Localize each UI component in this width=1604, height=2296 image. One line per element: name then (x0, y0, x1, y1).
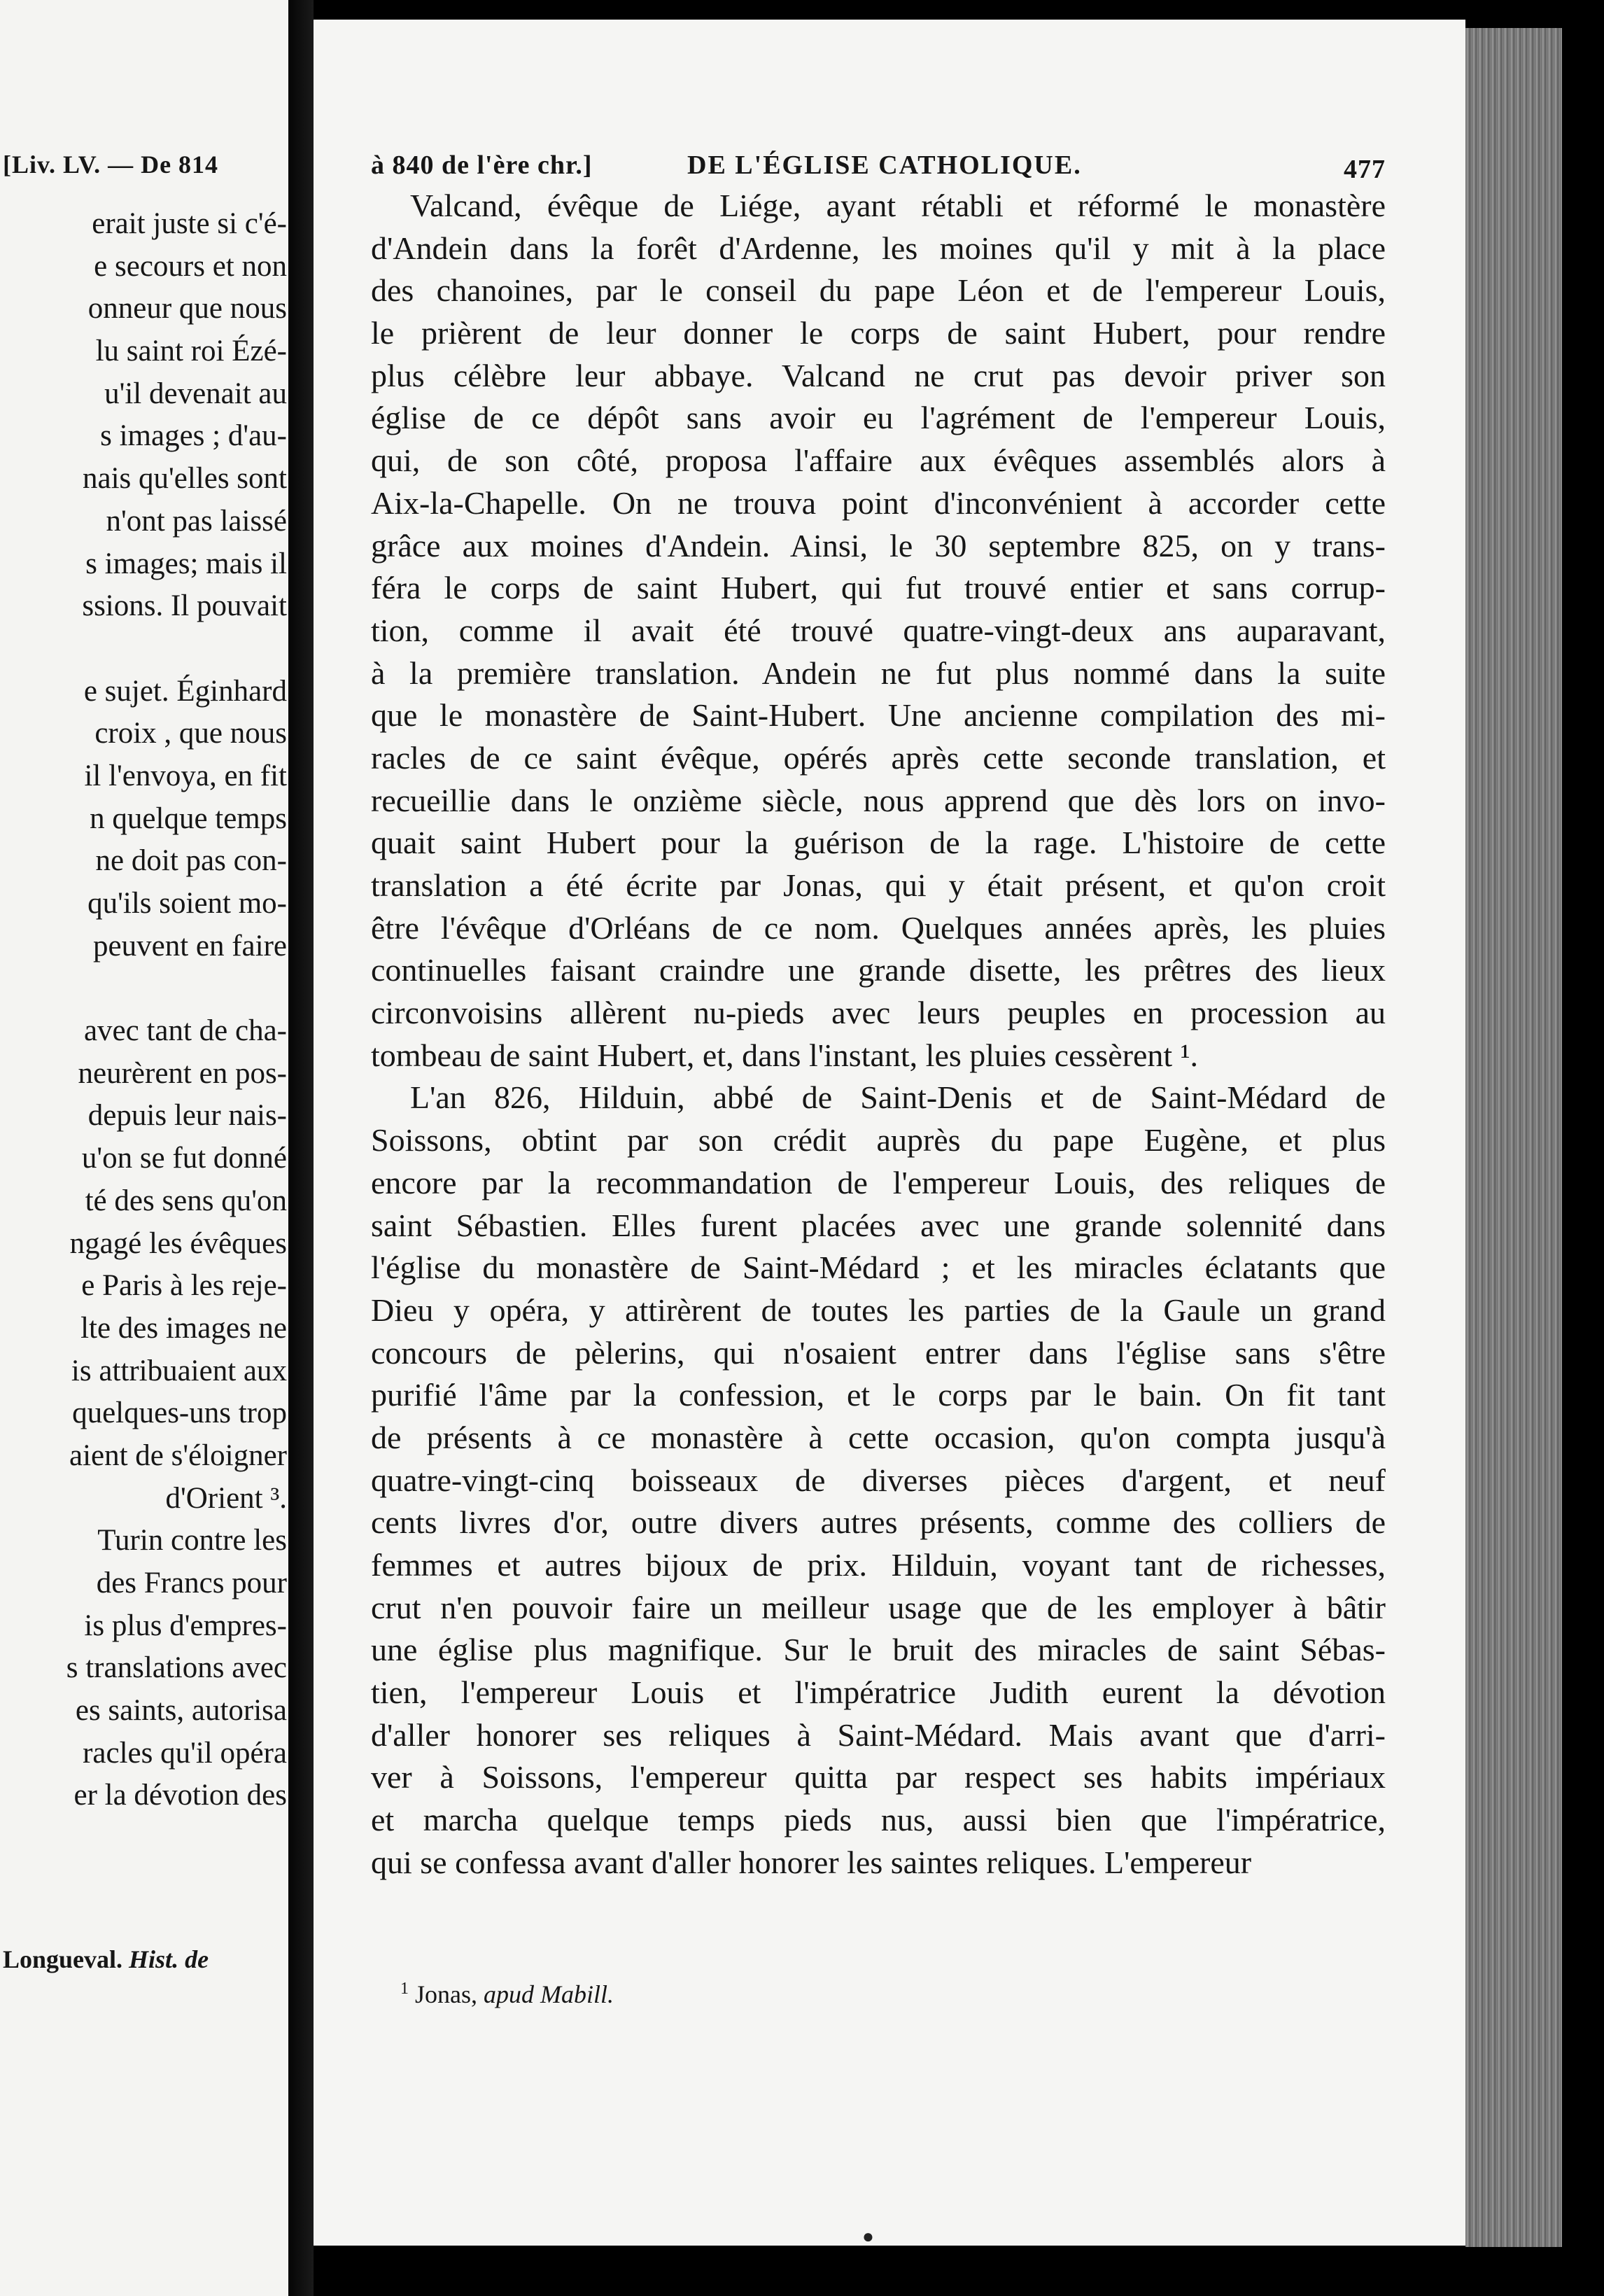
text-line: que le monastère de Saint-Hubert. Une ancienne compilation des mi- (371, 697, 1386, 734)
text-line: translation a été écrite par Jonas, qui y était présent, et qu'on croit (371, 867, 1386, 903)
text-line: racles de ce saint évêque, opérés après cette seconde translation, et (371, 739, 1386, 776)
left-text-line: s images; mais il (85, 547, 287, 580)
left-text-line: ssions. Il pouvait (82, 589, 287, 623)
footnote-author: Jonas, (415, 1980, 477, 2008)
left-text-line: e sujet. Éginhard (83, 674, 287, 708)
left-text-line: e Paris à les reje- (81, 1269, 287, 1303)
left-text-line: n'ont pas laissé (106, 504, 287, 538)
left-text-line: aient de s'éloigner (69, 1438, 287, 1472)
text-line: des chanoines, par le conseil du pape Léon et de l'empereur Louis, (371, 272, 1386, 309)
left-text-line: avec tant de cha- (83, 1014, 287, 1048)
footnote-marker: 1 (400, 1980, 409, 1998)
text-line: tien, l'empereur Louis et l'impératrice Judith eurent la dévotion (371, 1674, 1386, 1711)
left-text-line: u'il devenait au (104, 377, 287, 410)
left-text-line: depuis leur nais- (87, 1099, 287, 1133)
text-line: cents livres d'or, outre divers autres présents, comme des colliers de (371, 1504, 1386, 1541)
page-edge-shadow (1562, 28, 1604, 2296)
text-line: d'aller honorer ses reliques à Saint-Médard. Mais avant que d'arri- (371, 1716, 1386, 1753)
text-line: être l'évêque d'Orléans de ce nom. Quelques années après, les pluies (371, 909, 1386, 946)
left-text-line: des Francs pour (96, 1567, 287, 1600)
text-line: purifié l'âme par la confession, et le corps par le bain. On fit tant (371, 1377, 1386, 1413)
text-line: et marcha quelque temps pieds nus, aussi bien que l'impératrice, (371, 1802, 1386, 1838)
text-line: qui se confessa avant d'aller honorer les saintes reliques. L'empereur (371, 1844, 1252, 1880)
left-text-line: qu'ils soient mo- (87, 887, 287, 920)
footnote-source: apud Mabill. (484, 1980, 614, 2008)
left-text-line (0, 628, 287, 671)
text-line: femmes et autres bijoux de prix. Hilduin, voyant tant de richesses, (371, 1547, 1386, 1583)
left-text-line: peuvent en faire (93, 929, 287, 962)
text-line: d'Andein dans la forêt d'Ardenne, les moines qu'il y mit à la place (371, 230, 1386, 266)
left-text-line: quelques-uns trop (72, 1396, 287, 1430)
left-running-head: [Liv. LV. — De 814 (3, 150, 219, 178)
text-line: l'église du monastère de Saint-Médard ; et les miracles éclatants que (371, 1250, 1386, 1286)
left-text-line: is attribuaient aux (71, 1354, 287, 1387)
footnote (400, 1980, 614, 2009)
left-text-line: ne doit pas con- (95, 844, 287, 878)
left-text-line: erait juste si c'é- (92, 207, 287, 240)
left-text-line: lu saint roi Ézé- (95, 335, 287, 368)
text-line: le prièrent de leur donner le corps de saint Hubert, pour rendre (371, 315, 1386, 351)
left-page-text (0, 203, 287, 1817)
left-footnote-ref: Hist. de (129, 1945, 209, 1973)
left-text-line: is plus d'empres- (84, 1609, 287, 1642)
text-line: continuelles faisant craindre une grande disette, les prêtres des lieux (371, 952, 1386, 988)
text-line: une église plus magnifique. Sur le bruit des miracles de saint Sébas- (371, 1632, 1386, 1668)
text-line: circonvoisins allèrent nu-pieds avec leurs peuples en procession au (371, 995, 1386, 1031)
left-text-line: n quelque temps (90, 802, 287, 835)
page-edges (1465, 28, 1562, 2247)
text-line: crut n'en pouvoir faire un meilleur usage que de les employer à bâtir (371, 1589, 1386, 1625)
text-line: de présents à ce monastère à cette occasion, qu'on compta jusqu'à (371, 1419, 1386, 1455)
text-line: L'an 826, Hilduin, abbé de Saint-Denis et de Saint-Médard de (410, 1079, 1386, 1116)
text-line: recueillie dans le onzième siècle, nous apprend que dès lors on invo- (371, 782, 1386, 818)
left-text-line: il l'envoya, en fit (84, 759, 287, 792)
text-line: tion, comme il avait été trouvé quatre-vingt-deux ans auparavant, (371, 612, 1386, 648)
text-line: ver à Soissons, l'empereur quitta par respect ses habits impériaux (371, 1759, 1386, 1795)
left-text-line: racles qu'il opéra (83, 1736, 287, 1770)
left-text-line: er la dévotion des (73, 1779, 287, 1812)
body-text (371, 185, 1386, 1884)
text-line: encore par la recommandation de l'empereur Louis, des reliques de (371, 1164, 1386, 1200)
left-footnote (3, 1945, 209, 1974)
text-line: Aix-la-Chapelle. On ne trouva point d'inconvénient à accorder cette (371, 484, 1386, 521)
running-head (371, 150, 1386, 185)
text-line: plus célèbre leur abbaye. Valcand ne crut pas devoir priver son (371, 357, 1386, 393)
text-line: féra le corps de saint Hubert, qui fut trouvé entier et sans corrup- (371, 570, 1386, 606)
text-line: grâce aux moines d'Andein. Ainsi, le 30 septembre 825, on y trans- (371, 527, 1386, 564)
book-gutter (288, 0, 314, 2296)
text-line: Soissons, obtint par son crédit auprès du pape Eugène, et plus (371, 1122, 1386, 1158)
text-line: quait saint Hubert pour la guérison de la rage. L'histoire de cette (371, 825, 1386, 861)
left-text-line: Turin contre les (97, 1524, 287, 1558)
left-text-line: es saints, autorisa (75, 1694, 287, 1728)
left-text-line: lte des images ne (80, 1311, 287, 1345)
left-text-line: croix , que nous (94, 717, 287, 750)
text-line: à la première translation. Andein ne fut plus nommé dans la suite (371, 654, 1386, 691)
running-head-dates: à 840 de l'ère chr.] (371, 150, 593, 180)
left-page (0, 0, 288, 2296)
text-line: Dieu y opéra, y attirèrent de toutes les parties de la Gaule un grand (371, 1292, 1386, 1328)
left-text-line: s images ; d'au- (100, 419, 287, 453)
left-footnote-name: Longueval. (3, 1945, 123, 1973)
text-line: qui, de son côté, proposa l'affaire aux évêques assemblés alors à (371, 442, 1386, 479)
running-head-title: DE L'ÉGLISE CATHOLIQUE. (687, 150, 1082, 180)
page-number: 477 (1344, 155, 1386, 184)
left-text-line: nais qu'elles sont (83, 462, 287, 496)
left-text-line (0, 967, 287, 1010)
text-line: tombeau de saint Hubert, et, dans l'instant, les pluies cessèrent ¹. (371, 1037, 1199, 1073)
left-text-line: e secours et non (94, 249, 287, 283)
text-line: église de ce dépôt sans avoir eu l'agrément de l'empereur Louis, (371, 400, 1386, 436)
text-line: concours de pèlerins, qui n'osaient entrer dans l'église sans s'être (371, 1334, 1386, 1371)
text-line: saint Sébastien. Elles furent placées avec une grande solennité dans (371, 1207, 1386, 1243)
left-text-line: onneur que nous (87, 292, 287, 326)
left-text-line: ngagé les évêques (69, 1226, 287, 1260)
left-text-line: s translations avec (66, 1651, 287, 1685)
left-text-line: té des sens qu'on (85, 1184, 287, 1217)
left-text-line: neurèrent en pos- (78, 1056, 287, 1090)
ink-mark: ● (862, 2226, 874, 2248)
left-text-line: d'Orient ³. (165, 1481, 287, 1515)
text-line: Valcand, évêque de Liége, ayant rétabli et réformé le monastère (410, 188, 1386, 223)
left-text-line: u'on se fut donné (81, 1142, 287, 1175)
text-line: quatre-vingt-cinq boisseaux de diverses pièces d'argent, et neuf (371, 1462, 1386, 1498)
